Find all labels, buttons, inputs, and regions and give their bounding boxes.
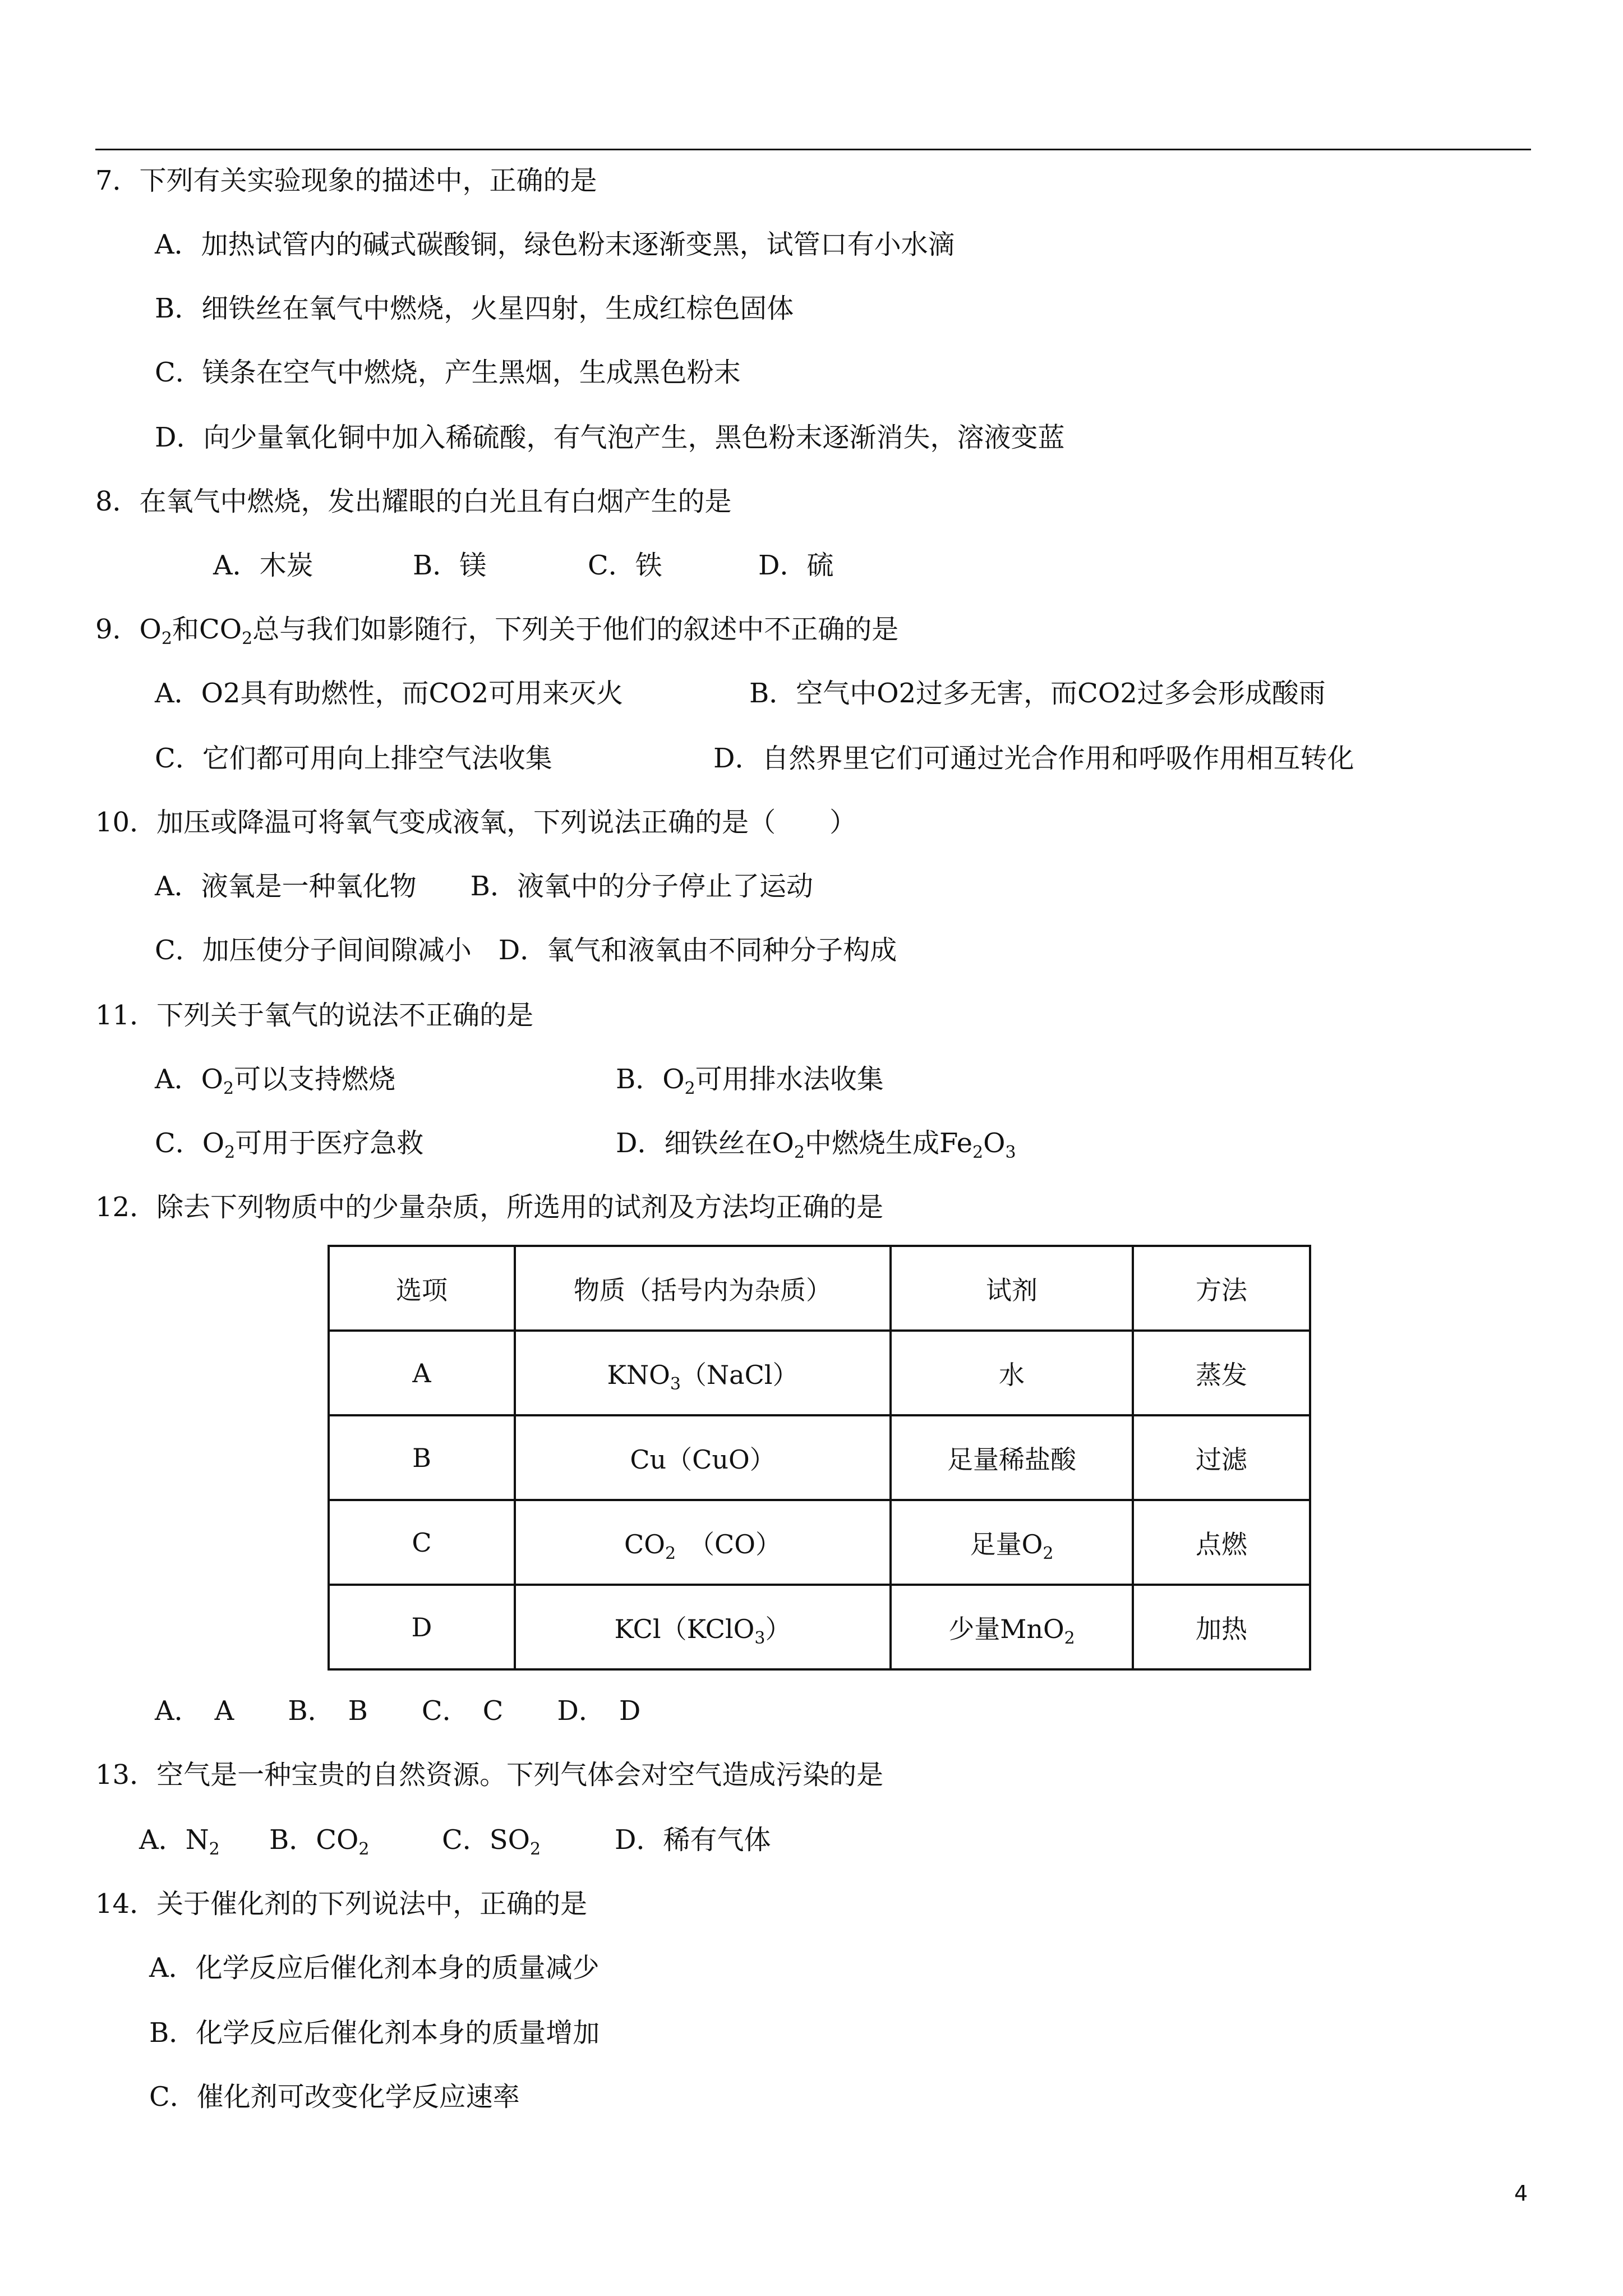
q14-option-c: C．催化剂可改变化学反应速率 xyxy=(149,2081,520,2113)
q13-b-text: B．CO xyxy=(269,1824,359,1856)
q13-a-sub: 2 xyxy=(209,1839,220,1859)
q14-option-b: B．化学反应后催化剂本身的质量增加 xyxy=(149,2017,600,2049)
q11-d-pre: D．细铁丝在O xyxy=(616,1128,794,1159)
q9-co2: CO xyxy=(199,614,242,645)
q8-option-b: B．镁 xyxy=(413,550,487,581)
q11-d-mid: 中燃烧生成Fe xyxy=(804,1128,973,1159)
row-method: 点燃 xyxy=(1133,1500,1310,1585)
q7-option-a: A．加热试管内的碱式碳酸铜，绿色粉末逐渐变黑，试管口有小水滴 xyxy=(155,229,955,260)
row-method: 过滤 xyxy=(1133,1415,1310,1500)
q11-b-post: 可用排水法收集 xyxy=(695,1064,884,1095)
row-option: A xyxy=(329,1331,515,1415)
q9-option-c: C．它们都可用向上排空气法收集 xyxy=(155,743,552,774)
q9-stem xyxy=(95,611,898,647)
q11-b-pre: B．O xyxy=(616,1064,685,1095)
q10-options-cd: C．加压使分子间间隙减小 D．氧气和液氧由不同种分子构成 xyxy=(155,935,897,966)
q11-option-b xyxy=(616,1061,884,1097)
q9-o2-subscript: 2 xyxy=(161,629,172,648)
row-reagent xyxy=(891,1500,1133,1585)
q9-and: 和 xyxy=(172,614,200,645)
q14-option-a: A．化学反应后催化剂本身的质量减少 xyxy=(149,1952,600,1984)
q11-c-pre: C．O xyxy=(155,1128,225,1159)
q9-option-a: A．O2具有助燃性，而CO2可用来灭火 xyxy=(155,678,624,709)
impurity-text: （NaCl） xyxy=(680,1359,799,1390)
q11-c-post: 可用于医疗急救 xyxy=(235,1128,424,1159)
substance-text: KNO xyxy=(607,1359,670,1390)
row-substance xyxy=(515,1500,891,1585)
header-substance: 物质（括号内为杂质） xyxy=(515,1246,891,1331)
q7-option-b: B．细铁丝在氧气中燃烧，火星四射，生成红棕色固体 xyxy=(155,293,794,324)
q11-stem: 11．下列关于氧气的说法不正确的是 xyxy=(95,1000,534,1031)
substance-text: KCl（KClO xyxy=(614,1613,755,1644)
reagent-text: 少量MnO xyxy=(948,1613,1064,1644)
reagent-subscript: 2 xyxy=(1043,1543,1054,1563)
q10-stem: 10．加压或降温可将氧气变成液氧，下列说法正确的是（ ） xyxy=(95,807,857,838)
header-option: 选项 xyxy=(329,1246,515,1331)
q13-option-b xyxy=(269,1822,369,1858)
q13-b-sub: 2 xyxy=(358,1839,370,1859)
row-reagent: 足量稀盐酸 xyxy=(891,1415,1133,1500)
q13-c-sub: 2 xyxy=(529,1839,541,1859)
q11-option-d xyxy=(616,1125,1016,1161)
row-option: B xyxy=(329,1415,515,1500)
q12-table xyxy=(328,1245,1311,1671)
reagent-subscript: 2 xyxy=(1064,1628,1075,1648)
table-header-row xyxy=(329,1246,1310,1331)
table-row xyxy=(329,1415,1310,1500)
table-row xyxy=(329,1500,1310,1585)
q11-option-c xyxy=(155,1125,423,1161)
substance-subscript: 3 xyxy=(670,1374,681,1394)
q9-option-d: D．自然界里它们可通过光合作用和呼吸作用相互转化 xyxy=(713,743,1354,774)
q13-option-a xyxy=(139,1822,220,1858)
impurity-text: （CO） xyxy=(676,1529,781,1559)
row-option: D xyxy=(329,1585,515,1669)
q10-options-ab: A．液氧是一种氧化物 B．液氧中的分子停止了运动 xyxy=(155,871,813,902)
q11-c-sub: 2 xyxy=(224,1143,236,1162)
q9-co2-subscript: 2 xyxy=(242,629,253,648)
substance-text: CO xyxy=(624,1529,665,1559)
header-method: 方法 xyxy=(1133,1246,1310,1331)
q12-answers: A． A B． B C． C D． D xyxy=(155,1695,641,1727)
q9-o2: O xyxy=(139,614,162,645)
q7-option-c: C．镁条在空气中燃烧，产生黑烟，生成黑色粉末 xyxy=(155,357,741,388)
reagent-text: 足量O xyxy=(970,1529,1043,1559)
page-number: 4 xyxy=(1514,2181,1528,2206)
row-substance xyxy=(515,1585,891,1669)
q13-option-d: D．稀有气体 xyxy=(615,1824,771,1856)
q8-option-a: A．木炭 xyxy=(213,550,313,581)
q13-stem: 13．空气是一种宝贵的自然资源。下列气体会对空气造成污染的是 xyxy=(95,1759,884,1791)
row-method: 加热 xyxy=(1133,1585,1310,1669)
q14-stem: 14．关于催化剂的下列说法中，正确的是 xyxy=(95,1888,588,1920)
substance-subscript: 2 xyxy=(665,1543,676,1563)
q11-d-sub: 2 xyxy=(794,1143,805,1162)
q7-option-d: D．向少量氧化铜中加入稀硫酸，有气泡产生，黑色粉末逐渐消失，溶液变蓝 xyxy=(155,422,1065,453)
q13-option-c xyxy=(442,1822,541,1858)
q11-d-sub3: 3 xyxy=(1005,1143,1016,1162)
substance-subscript: 3 xyxy=(754,1628,766,1648)
row-option: C xyxy=(329,1500,515,1585)
q11-a-pre: A．O xyxy=(155,1064,224,1095)
q11-a-sub: 2 xyxy=(223,1079,234,1098)
q9-number: 9． xyxy=(95,614,140,645)
q11-a-post: 可以支持燃烧 xyxy=(234,1064,396,1095)
q11-b-sub: 2 xyxy=(684,1079,695,1098)
impurity-text: ） xyxy=(765,1613,791,1644)
table-row xyxy=(329,1331,1310,1415)
table-row xyxy=(329,1585,1310,1669)
row-substance: Cu（CuO） xyxy=(515,1415,891,1500)
row-reagent xyxy=(891,1585,1133,1669)
q11-d-sub2: 2 xyxy=(972,1143,984,1162)
q13-a-text: A．N xyxy=(139,1824,209,1856)
q12-stem: 12．除去下列物质中的少量杂质，所选用的试剂及方法均正确的是 xyxy=(95,1191,884,1223)
q8-option-d: D．硫 xyxy=(758,550,834,581)
row-substance xyxy=(515,1331,891,1415)
q11-option-a xyxy=(155,1061,395,1097)
q9-option-b: B．空气中O2过多无害，而CO2过多会形成酸雨 xyxy=(749,678,1326,709)
q7-stem: 7．下列有关实验现象的描述中，正确的是 xyxy=(95,165,597,196)
row-method: 蒸发 xyxy=(1133,1331,1310,1415)
q8-option-c: C．铁 xyxy=(588,550,662,581)
q13-c-text: C．SO xyxy=(442,1824,530,1856)
q11-d-o: O xyxy=(983,1128,1006,1159)
header-reagent: 试剂 xyxy=(891,1246,1133,1331)
row-reagent: 水 xyxy=(891,1331,1133,1415)
q8-stem: 8．在氧气中燃烧，发出耀眼的白光且有白烟产生的是 xyxy=(95,486,732,517)
header-rule xyxy=(95,149,1531,150)
q9-stem-rest: 总与我们如影随行，下列关于他们的叙述中不正确的是 xyxy=(252,614,899,645)
